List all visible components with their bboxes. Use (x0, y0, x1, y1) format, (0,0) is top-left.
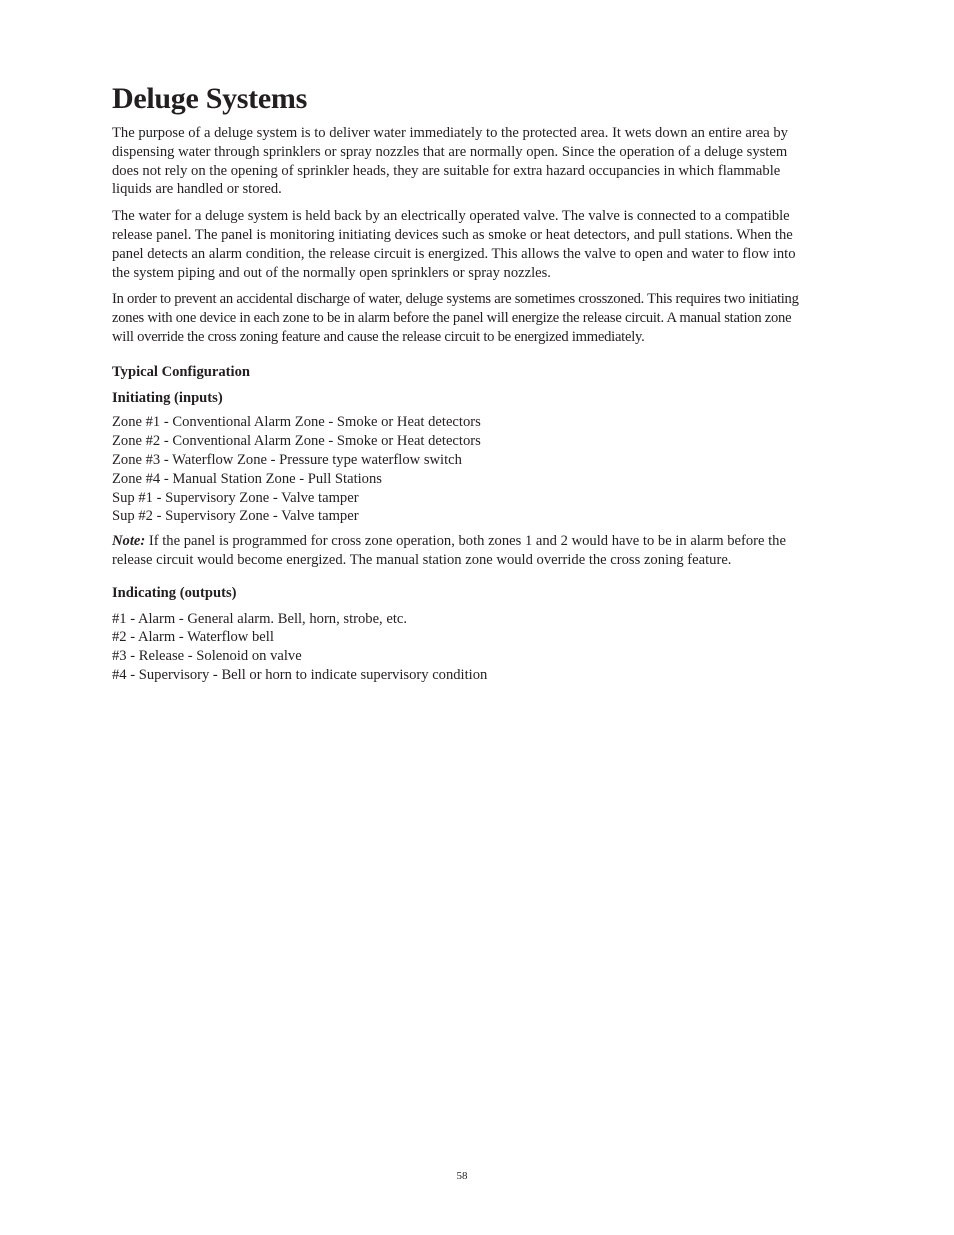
initiating-heading: Initiating (inputs) (112, 389, 223, 406)
page-content (112, 80, 812, 691)
page-number: 58 (456, 1170, 468, 1182)
list-item: #3 - Release - Solenoid on valve (112, 648, 302, 665)
indicating-heading: Indicating (outputs) (112, 584, 237, 601)
list-item: Zone #1 - Conventional Alarm Zone - Smoke or Heat detectors (112, 414, 481, 431)
note-paragraph (112, 532, 812, 570)
indicating-list (112, 610, 812, 685)
intro-paragraph: The purpose of a deluge system is to deliver water immediately to the protected area. It wets down an entire area by dispensing water through sprinklers or spray nozzles that are normally open. Since the operation of a deluge system does not rely on the opening of sprinkler heads, they are suitable for extra hazard occupancies in which flammable liquids are handled or stored. (112, 125, 788, 198)
list-item: Sup #2 - Supervisory Zone - Valve tamper (112, 508, 359, 525)
list-item: Sup #1 - Supervisory Zone - Valve tamper (112, 489, 359, 506)
initiating-list (112, 413, 812, 526)
note-label: Note: (112, 533, 146, 550)
list-item: #2 - Alarm - Waterflow bell (112, 629, 274, 646)
list-item: #4 - Supervisory - Bell or horn to indicate supervisory condition (112, 666, 488, 683)
note-text: If the panel is programmed for cross zone operation, both zones 1 and 2 would have to be in alarm before the release circuit would become energized. The manual station zone would override the cross zoning feature. (112, 533, 786, 568)
page-title: Deluge Systems (112, 82, 307, 115)
list-item: #1 - Alarm - General alarm. Bell, horn, strobe, etc. (112, 610, 408, 627)
list-item: Zone #2 - Conventional Alarm Zone - Smoke or Heat detectors (112, 433, 481, 450)
valve-paragraph: The water for a deluge system is held back by an electrically operated valve. The valve is connected to a compatible release panel. The panel is monitoring initiating devices such as smoke or heat detectors, and pull stations. When the panel detects an alarm condition, the release circuit is energized. This allows the valve to open and water to flow into the system piping and out of the normally open sprinklers or spray nozzles. (112, 208, 796, 281)
list-item: Zone #3 - Waterflow Zone - Pressure type waterflow switch (112, 451, 462, 468)
list-item: Zone #4 - Manual Station Zone - Pull Stations (112, 470, 382, 487)
crosszone-paragraph: In order to prevent an accidental discharge of water, deluge systems are sometimes crosszoned. This requires two initiating zones with one device in each zone to be in alarm before the panel will energize the release circuit. A manual station zone will override the cross zoning feature and cause the release circuit to be energized immediately. (112, 291, 799, 345)
typical-configuration-heading: Typical Configuration (112, 363, 250, 380)
